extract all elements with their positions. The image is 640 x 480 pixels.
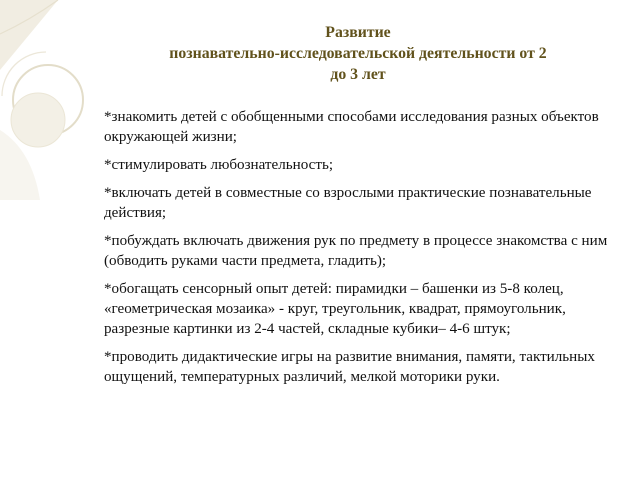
title-line-2: познавательно-исследовательской деятельности от 2 xyxy=(169,45,547,62)
bullet-paragraph: *побуждать включать движения рук по предмету в процессе знакомства с ним (обводить руками части предмета, гладить); xyxy=(104,233,608,269)
bullet-paragraph: *обогащать сенсорный опыт детей: пирамидки – башенки из 5-8 колец, «геометрическая мозаика» - круг, треугольник, квадрат, прямоугольник, разрезные картинки из 2-4 частей, складные кубики– 4-6 штук; xyxy=(104,281,566,337)
slide-content xyxy=(104,107,626,395)
decor-circle-fill xyxy=(11,93,65,147)
title-line-3: до 3 лет xyxy=(330,66,386,83)
bullet-paragraph: *стимулировать любознательность; xyxy=(104,157,334,173)
decor-circle-ring xyxy=(13,65,83,135)
decor-arc xyxy=(2,52,46,96)
bullet-paragraph: *знакомить детей с обобщенными способами исследования разных объектов окружающей жизни; xyxy=(104,109,599,145)
decor-wedge xyxy=(0,0,58,70)
decor-circle-inner xyxy=(11,93,65,147)
bullet-paragraph: *включать детей в совместные со взрослыми практические познавательные действия; xyxy=(104,185,592,221)
title-line-1: Развитие xyxy=(325,24,391,41)
bullet-paragraph: *проводить дидактические игры на развитие внимания, памяти, тактильных ощущений, температурных различий, мелкой моторики руки. xyxy=(104,349,595,385)
decor-sweep-line xyxy=(0,0,58,34)
slide-title xyxy=(104,22,612,85)
decor-lower-shape xyxy=(0,130,40,200)
